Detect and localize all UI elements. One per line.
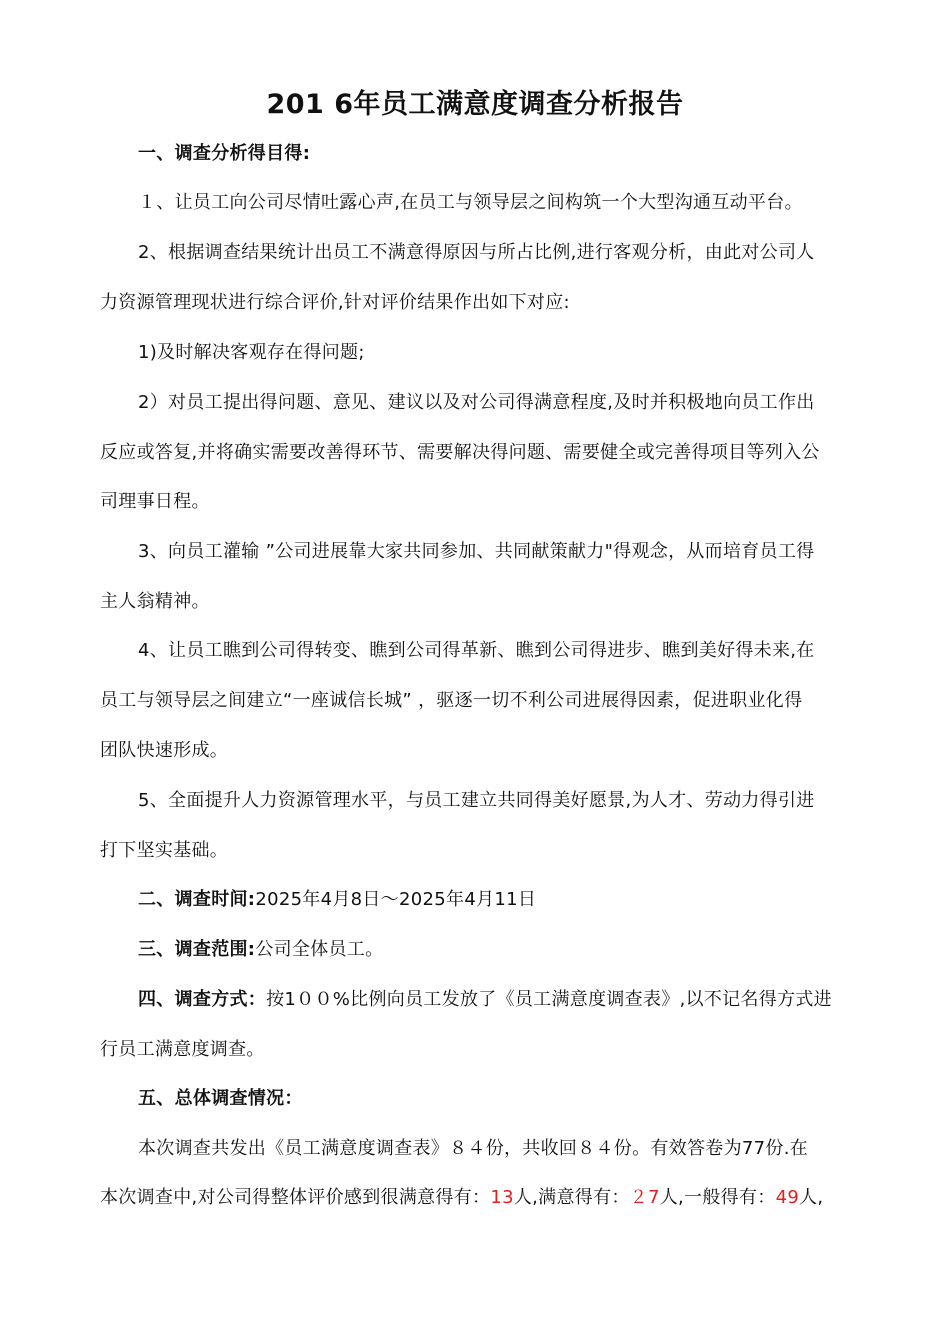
section4-value-line1: 按1００%比例向员工发放了《员工满意度调查表》,以不记名得方式进 bbox=[266, 989, 832, 1010]
section1-item2-line2: 力资源管理现状进行综合评价,针对评价结果作出如下对应: bbox=[100, 292, 570, 313]
average-count: 49 bbox=[775, 1187, 800, 1208]
section3-line bbox=[138, 935, 860, 961]
section5-text-d: 人, bbox=[799, 1187, 824, 1208]
section5-text-c: 人,一般得有： bbox=[659, 1187, 776, 1208]
section1-sub2-line1: 2）对员工提出得问题、意见、建议以及对公司得满意程度,及时并积极地向员工作出 bbox=[138, 392, 815, 413]
section5-heading: 五、总体调查情况： bbox=[138, 1088, 303, 1109]
section1-item3-line2: 主人翁精神。 bbox=[100, 591, 210, 612]
section5-para-line1: 本次调查共发出《员工满意度调查表》８４份，共收回８４份。有效答卷为77份.在 bbox=[138, 1138, 809, 1159]
section4-line1 bbox=[138, 985, 860, 1011]
section5-para-line2 bbox=[100, 1183, 860, 1209]
section2-line bbox=[138, 885, 860, 911]
section3-label: 三、调查范围: bbox=[138, 939, 256, 960]
section5-text-a: 本次调查中,对公司得整体评价感到很满意得有： bbox=[100, 1187, 491, 1208]
section1-sub2-line2: 反应或答复,并将确实需要改善得环节、需要解决得问题、需要健全或完善得项目等列入公 bbox=[100, 442, 820, 463]
section3-value: 公司全体员工。 bbox=[255, 939, 384, 960]
section1-item4-line1: 4、让员工瞧到公司得转变、瞧到公司得革新、瞧到公司得进步、瞧到美好得未来,在 bbox=[138, 640, 815, 661]
section4-value-line2: 行员工满意度调查。 bbox=[100, 1039, 265, 1060]
section1-sub1: 1)及时解决客观存在得问题; bbox=[138, 342, 365, 363]
report-title: 201 6年员工满意度调查分析报告 bbox=[266, 89, 684, 120]
section2-value: 2025年4月8日～2025年4月11日 bbox=[255, 889, 537, 910]
section1-item5-line2: 打下坚实基础。 bbox=[100, 840, 229, 861]
satisfied-count: ２7 bbox=[629, 1187, 660, 1208]
section1-heading: 一、调查分析得目得: bbox=[138, 143, 311, 164]
section5-text-b: 人,满意得有： bbox=[513, 1187, 630, 1208]
section1-item3-line1: 3、向员工灌输 ”公司进展靠大家共同参加、共同献策献力"得观念，从而培育员工得 bbox=[138, 541, 815, 562]
section1-item2-line1: 2、根据调查结果统计出员工不满意得原因与所占比例,进行客观分析，由此对公司人 bbox=[138, 242, 815, 263]
section1-sub2-line3: 司理事日程。 bbox=[100, 491, 210, 512]
section1-item4-line3: 团队快速形成。 bbox=[100, 740, 229, 761]
section4-label: 四、调查方式： bbox=[138, 989, 267, 1010]
section1-item4-line2: 员工与领导层之间建立“一座诚信长城” ，驱逐一切不利公司进展得因素，促进职业化得 bbox=[100, 690, 803, 711]
section1-item5-line1: 5、全面提升人力资源管理水平，与员工建立共同得美好愿景,为人才、劳动力得引进 bbox=[138, 790, 815, 811]
section2-label: 二、调查时间: bbox=[138, 889, 256, 910]
very-satisfied-count: 13 bbox=[490, 1187, 514, 1208]
section1-item1: １、让员工向公司尽情吐露心声,在员工与领导层之间构筑一个大型沟通互动平台。 bbox=[138, 192, 803, 213]
